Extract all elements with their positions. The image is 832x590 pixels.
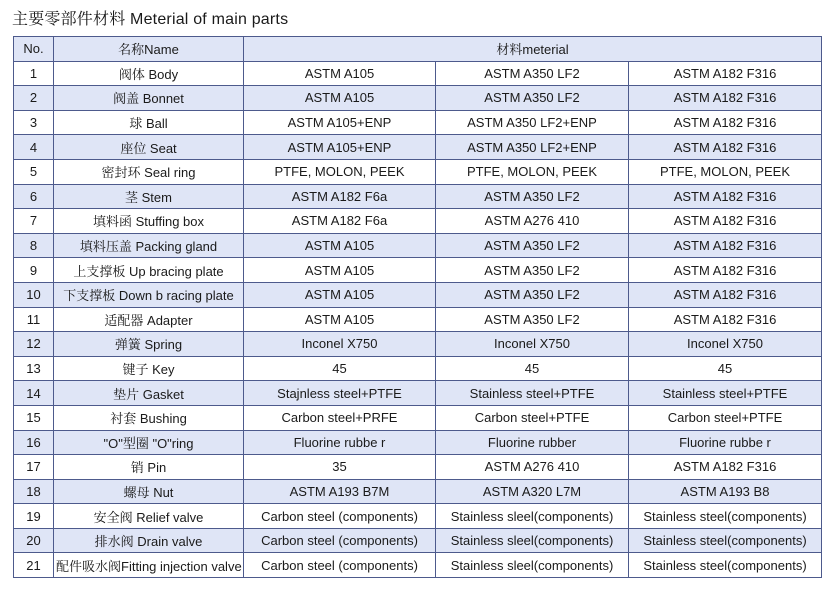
material-stainless-steel: Stainless steel(components) (629, 528, 822, 553)
part-name: 填料函 Stuffing box (54, 209, 244, 234)
material-low-temp-steel: Stainless sleel(components) (436, 504, 629, 529)
material-low-temp-steel: Stainless steel+PTFE (436, 381, 629, 406)
material-carbon-steel: PTFE, MOLON, PEEK (244, 159, 436, 184)
table-row (14, 553, 822, 578)
row-number: 4 (14, 135, 54, 160)
material-stainless-steel: ASTM A182 F316 (629, 184, 822, 209)
part-name: 阀盖 Bonnet (54, 86, 244, 111)
part-name: 适配器 Adapter (54, 307, 244, 332)
material-low-temp-steel: ASTM A350 LF2 (436, 184, 629, 209)
part-name: 阀体 Body (54, 61, 244, 86)
table-row (14, 135, 822, 160)
row-number: 18 (14, 479, 54, 504)
material-carbon-steel: ASTM A105+ENP (244, 135, 436, 160)
header-material: 材料meterial (244, 37, 822, 62)
table-body (14, 61, 822, 577)
material-stainless-steel: ASTM A182 F316 (629, 455, 822, 480)
material-stainless-steel: ASTM A193 B8 (629, 479, 822, 504)
part-name: 键子 Key (54, 356, 244, 381)
material-stainless-steel: 45 (629, 356, 822, 381)
material-carbon-steel: ASTM A105 (244, 307, 436, 332)
materials-table-container (13, 36, 822, 578)
material-stainless-steel: Inconel X750 (629, 332, 822, 357)
row-number: 10 (14, 282, 54, 307)
row-number: 8 (14, 233, 54, 258)
material-carbon-steel: Carbon steel (components) (244, 504, 436, 529)
material-carbon-steel: ASTM A105 (244, 282, 436, 307)
material-low-temp-steel: Carbon steel+PTFE (436, 405, 629, 430)
row-number: 1 (14, 61, 54, 86)
table-row (14, 258, 822, 283)
material-low-temp-steel: Fluorine rubber (436, 430, 629, 455)
table-row (14, 86, 822, 111)
table-row (14, 405, 822, 430)
material-carbon-steel: Stajnless steel+PTFE (244, 381, 436, 406)
header-row (14, 37, 822, 62)
row-number: 20 (14, 528, 54, 553)
material-carbon-steel: ASTM A193 B7M (244, 479, 436, 504)
material-carbon-steel: ASTM A105 (244, 86, 436, 111)
material-stainless-steel: Stainless steel(components) (629, 553, 822, 578)
part-name: "O"型圈 "O"ring (54, 430, 244, 455)
material-stainless-steel: ASTM A182 F316 (629, 61, 822, 86)
material-low-temp-steel: PTFE, MOLON, PEEK (436, 159, 629, 184)
material-low-temp-steel: ASTM A350 LF2+ENP (436, 135, 629, 160)
page-title: 主要零部件材料 Meterial of main parts (12, 11, 289, 28)
header-no: No. (14, 37, 54, 62)
material-carbon-steel: ASTM A182 F6a (244, 209, 436, 234)
material-carbon-steel: ASTM A105 (244, 233, 436, 258)
row-number: 15 (14, 405, 54, 430)
table-row (14, 356, 822, 381)
material-low-temp-steel: ASTM A350 LF2+ENP (436, 110, 629, 135)
material-low-temp-steel: ASTM A350 LF2 (436, 233, 629, 258)
table-row (14, 282, 822, 307)
row-number: 13 (14, 356, 54, 381)
part-name: 球 Ball (54, 110, 244, 135)
material-low-temp-steel: 45 (436, 356, 629, 381)
table-row (14, 430, 822, 455)
material-low-temp-steel: ASTM A350 LF2 (436, 258, 629, 283)
table-row (14, 61, 822, 86)
material-stainless-steel: Carbon steel+PTFE (629, 405, 822, 430)
material-stainless-steel: ASTM A182 F316 (629, 86, 822, 111)
material-stainless-steel: ASTM A182 F316 (629, 110, 822, 135)
material-low-temp-steel: ASTM A350 LF2 (436, 61, 629, 86)
row-number: 16 (14, 430, 54, 455)
material-stainless-steel: ASTM A182 F316 (629, 258, 822, 283)
row-number: 11 (14, 307, 54, 332)
table-row (14, 209, 822, 234)
header-name: 名称Name (54, 37, 244, 62)
material-carbon-steel: 35 (244, 455, 436, 480)
material-carbon-steel: Carbon steel (components) (244, 553, 436, 578)
table-row (14, 307, 822, 332)
part-name: 上支撑板 Up bracing plate (54, 258, 244, 283)
material-stainless-steel: Fluorine rubbe r (629, 430, 822, 455)
row-number: 21 (14, 553, 54, 578)
row-number: 7 (14, 209, 54, 234)
table-row (14, 381, 822, 406)
material-carbon-steel: Fluorine rubbe r (244, 430, 436, 455)
table-row (14, 184, 822, 209)
part-name: 配件吸水阀Fitting injection valve (54, 553, 244, 578)
part-name: 垫片 Gasket (54, 381, 244, 406)
material-low-temp-steel: ASTM A320 L7M (436, 479, 629, 504)
part-name: 密封环 Seal ring (54, 159, 244, 184)
material-carbon-steel: Inconel X750 (244, 332, 436, 357)
material-low-temp-steel: Stainless sleel(components) (436, 528, 629, 553)
part-name: 安全阀 Relief valve (54, 504, 244, 529)
table-row (14, 110, 822, 135)
table-row (14, 528, 822, 553)
part-name: 弹簧 Spring (54, 332, 244, 357)
material-stainless-steel: Stainless steel+PTFE (629, 381, 822, 406)
part-name: 衬套 Bushing (54, 405, 244, 430)
row-number: 17 (14, 455, 54, 480)
material-carbon-steel: 45 (244, 356, 436, 381)
materials-table (13, 36, 822, 578)
row-number: 12 (14, 332, 54, 357)
part-name: 座位 Seat (54, 135, 244, 160)
material-carbon-steel: ASTM A182 F6a (244, 184, 436, 209)
material-low-temp-steel: ASTM A350 LF2 (436, 86, 629, 111)
table-row (14, 332, 822, 357)
material-low-temp-steel: ASTM A276 410 (436, 455, 629, 480)
material-stainless-steel: ASTM A182 F316 (629, 209, 822, 234)
table-row (14, 233, 822, 258)
material-low-temp-steel: ASTM A276 410 (436, 209, 629, 234)
material-carbon-steel: Carbon steel (components) (244, 528, 436, 553)
part-name: 填料压盖 Packing gland (54, 233, 244, 258)
material-stainless-steel: ASTM A182 F316 (629, 282, 822, 307)
material-stainless-steel: ASTM A182 F316 (629, 307, 822, 332)
material-low-temp-steel: Stainless sleel(components) (436, 553, 629, 578)
row-number: 14 (14, 381, 54, 406)
table-row (14, 159, 822, 184)
part-name: 螺母 Nut (54, 479, 244, 504)
material-low-temp-steel: ASTM A350 LF2 (436, 307, 629, 332)
material-carbon-steel: ASTM A105 (244, 61, 436, 86)
material-stainless-steel: ASTM A182 F316 (629, 233, 822, 258)
table-row (14, 455, 822, 480)
part-name: 下支撑板 Down b racing plate (54, 282, 244, 307)
part-name: 茎 Stem (54, 184, 244, 209)
material-carbon-steel: ASTM A105+ENP (244, 110, 436, 135)
row-number: 2 (14, 86, 54, 111)
material-stainless-steel: PTFE, MOLON, PEEK (629, 159, 822, 184)
material-carbon-steel: Carbon steel+PRFE (244, 405, 436, 430)
part-name: 排水阀 Drain valve (54, 528, 244, 553)
row-number: 3 (14, 110, 54, 135)
material-low-temp-steel: Inconel X750 (436, 332, 629, 357)
table-row (14, 479, 822, 504)
material-stainless-steel: Stainless steel(components) (629, 504, 822, 529)
row-number: 5 (14, 159, 54, 184)
material-stainless-steel: ASTM A182 F316 (629, 135, 822, 160)
part-name: 销 Pin (54, 455, 244, 480)
row-number: 19 (14, 504, 54, 529)
table-row (14, 504, 822, 529)
row-number: 6 (14, 184, 54, 209)
material-low-temp-steel: ASTM A350 LF2 (436, 282, 629, 307)
row-number: 9 (14, 258, 54, 283)
material-carbon-steel: ASTM A105 (244, 258, 436, 283)
